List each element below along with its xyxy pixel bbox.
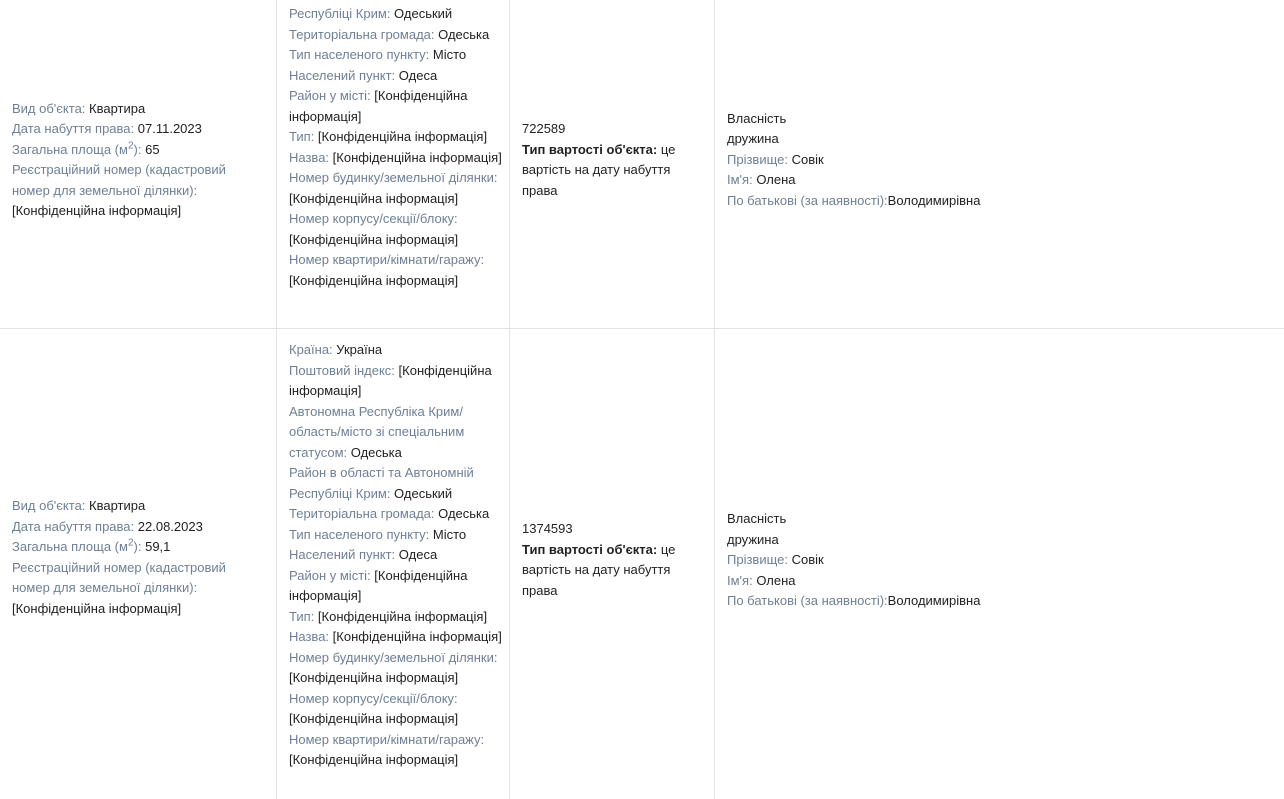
address-value: Одеський (394, 6, 453, 21)
address-label: Номер будинку/земельної ділянки: (289, 170, 498, 185)
first-name-value: Олена (756, 172, 796, 188)
address-label: Район у місті: (289, 567, 371, 583)
address-value: [Конфіденційна інформація] (289, 362, 492, 398)
address-value: [Конфіденційна інформація] (317, 608, 488, 624)
patronymic-label: По батькові (за наявності): (727, 593, 888, 608)
address-label: Номер квартири/кімнати/гаражу: (289, 731, 485, 747)
cost-type-label: Тип вартості об'єкта: (522, 541, 658, 557)
address-label: Номер будинку/земельної ділянки: (289, 649, 498, 665)
registration-number-label: Реєстраційний номер (кадастровий номер для земельної ділянки): (12, 162, 226, 198)
address-label: Номер квартири/кімнати/гаражу: (289, 252, 485, 267)
object-info-cell (0, 329, 276, 799)
address-label: Населений пункт: (289, 547, 396, 562)
owner-relation: дружина (727, 531, 779, 547)
patronymic-label: По батькові (за наявності): (727, 192, 888, 208)
address-value: [Конфіденційна інформація] (289, 670, 459, 685)
address-label: Територіальна громада: (289, 506, 435, 521)
address-value: [Конфіденційна інформація] (289, 88, 468, 124)
object-type-value: Квартира (89, 498, 146, 513)
address-label: Район в області та Автономній Республіці Крим: (289, 465, 474, 501)
address-value: [Конфіденційна інформація] (332, 629, 502, 644)
area-value: 65 (145, 141, 160, 157)
address-value: [Конфіденційна інформація] (289, 711, 459, 726)
first-name-label: Ім'я: (727, 572, 753, 588)
address-value: Одеський (394, 485, 453, 501)
address-cell (276, 0, 509, 328)
area-label: Загальна площа $(м^2)$: (12, 537, 142, 554)
ownership-right: Власність (727, 110, 787, 126)
cost-cell (509, 329, 714, 799)
owner-cell (714, 0, 1284, 328)
cost-value: 1374593 (522, 521, 573, 536)
object-type-label: Вид об'єкта: (12, 100, 86, 116)
address-label: Територіальна громада: (289, 26, 435, 42)
registration-number-value: [Конфіденційна інформація] (12, 600, 182, 616)
address-label: Тип: (289, 608, 315, 624)
address-label: Номер корпусу/секції/блоку: (289, 690, 458, 706)
address-label: Номер корпусу/секції/блоку: (289, 211, 458, 226)
address-label: Назва: (289, 629, 330, 644)
address-value: Одеська (350, 444, 402, 460)
address-label: Район у місті: (289, 88, 371, 103)
address-value: Одеська (438, 506, 490, 521)
object-type-value: Квартира (89, 100, 146, 116)
address-value: Одеса (398, 547, 438, 562)
ownership-right: Власність (727, 511, 787, 526)
surname-value: Совік (791, 552, 824, 567)
address-cell (276, 329, 509, 799)
cost-type-value: це вартість на дату набуття права (522, 541, 676, 598)
address-label: Тип населеного пункту: (289, 47, 430, 62)
address-value: Одеська (438, 26, 490, 42)
address-value: [Конфіденційна інформація] (289, 752, 459, 767)
property-row-1 (0, 0, 1284, 329)
address-label: Країна: (289, 342, 333, 357)
address-label: Населений пункт: (289, 67, 396, 83)
cost-type-label: Тип вартості об'єкта: (522, 141, 658, 157)
area-value: 59,1 (145, 539, 171, 554)
address-value: [Конфіденційна інформація] (289, 567, 468, 603)
acquisition-date-value: 07.11.2023 (137, 121, 202, 136)
address-value: Місто (432, 47, 467, 62)
address-value: [Конфіденційна інформація] (289, 190, 459, 206)
area-label: Загальна площа $(м^2)$: (12, 140, 142, 157)
address-value: [Конфіденційна інформація] (317, 129, 488, 144)
surname-label: Прізвище: (727, 552, 788, 567)
first-name-value: Олена (756, 572, 796, 588)
cost-type-value: це вартість на дату набуття права (522, 141, 676, 198)
address-value: Одеса (398, 67, 438, 83)
patronymic-value: Володимирівна (887, 593, 981, 608)
address-label: Республіці Крим: (289, 6, 391, 21)
acquisition-date-label: Дата набуття права: (12, 518, 135, 534)
patronymic-value: Володимирівна (887, 192, 981, 208)
acquisition-date-value: 22.08.2023 (137, 518, 203, 534)
address-label: Поштовий індекс: (289, 362, 395, 378)
address-value: [Конфіденційна інформація] (332, 149, 502, 165)
object-info-cell (0, 0, 276, 328)
address-value: Місто (432, 526, 467, 542)
registration-number-value: [Конфіденційна інформація] (12, 203, 182, 218)
address-label: Назва: (289, 149, 330, 165)
owner-cell (714, 329, 1284, 799)
address-label: Тип населеного пункту: (289, 526, 430, 542)
address-value: [Конфіденційна інформація] (289, 231, 459, 247)
cost-cell (509, 0, 714, 328)
property-row-2 (0, 329, 1284, 799)
first-name-label: Ім'я: (727, 172, 753, 188)
acquisition-date-label: Дата набуття права: (12, 121, 135, 136)
owner-relation: дружина (727, 131, 779, 147)
surname-value: Совік (791, 151, 824, 167)
address-label: Автономна Республіка Крим/ область/місто зі спеціальним статусом: (289, 403, 465, 460)
cost-value: 722589 (522, 121, 566, 136)
surname-label: Прізвище: (727, 151, 788, 167)
address-label: Тип: (289, 129, 315, 144)
address-value: [Конфіденційна інформація] (289, 272, 459, 288)
address-value: Україна (336, 342, 383, 357)
registration-number-label: Реєстраційний номер (кадастровий номер для земельної ділянки): (12, 559, 226, 595)
object-type-label: Вид об'єкта: (12, 498, 86, 513)
